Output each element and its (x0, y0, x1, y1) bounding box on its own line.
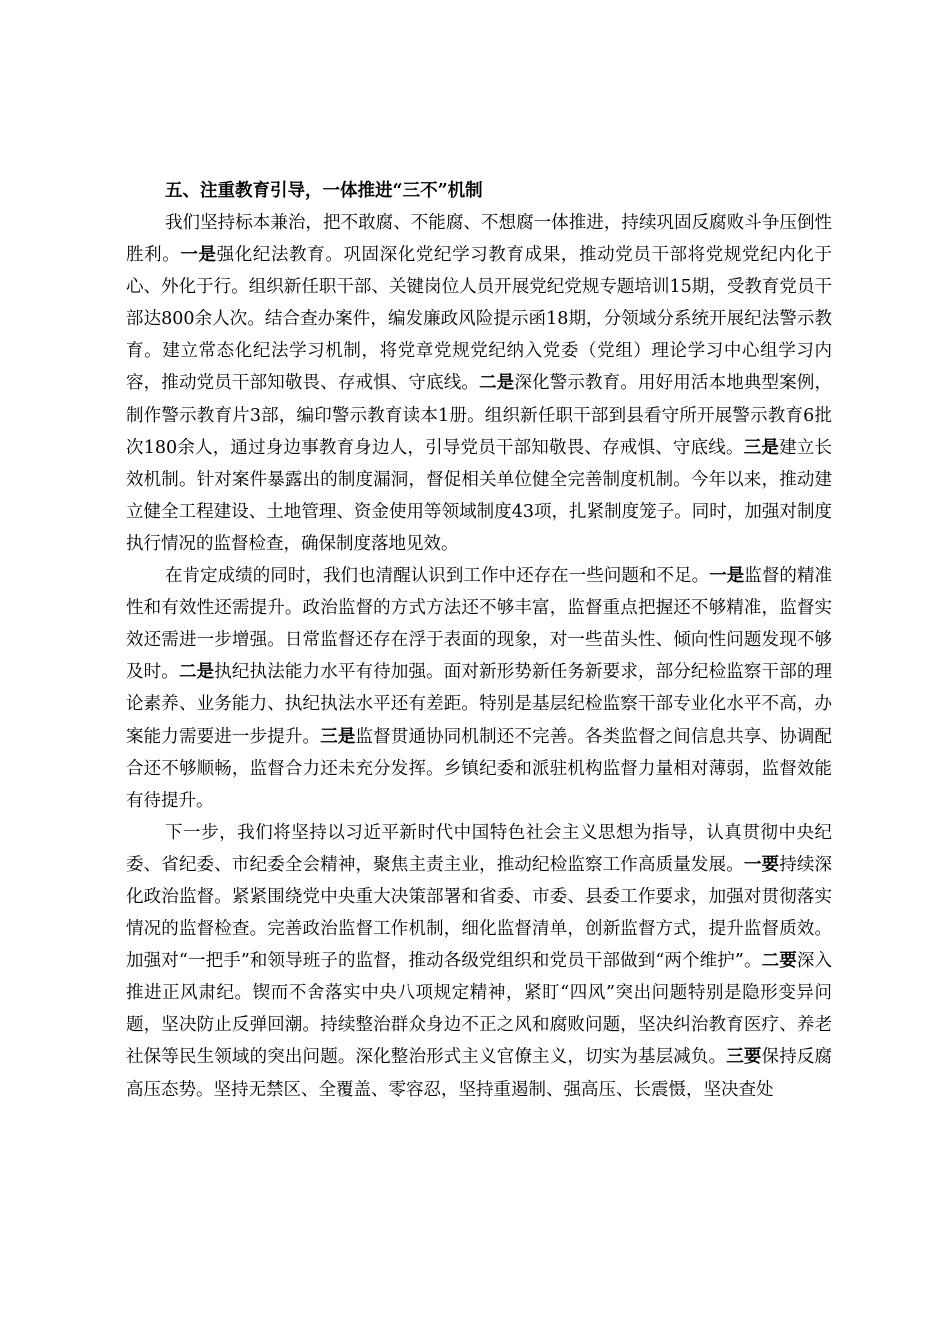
section-heading: 五、注重教育引导，一体推进“三不”机制 (165, 181, 483, 201)
bold-lead-phrase: 一是 (180, 245, 217, 266)
paragraph-text-run: 下一步，我们将坚持以习近平新时代中国特色社会主义思想为指导，认真贯彻中央纪委、省纪委、市纪委全会精神，聚焦主责主业，推动纪检监察工作高质量发展。 (126, 822, 832, 875)
bold-lead-phrase: 三是 (743, 437, 780, 458)
paragraph-text-run: 在肯定成绩的同时，我们也清醒认识到工作中还存在一些问题和不足。 (165, 566, 710, 587)
bold-lead-phrase: 一是 (709, 566, 745, 587)
bold-lead-phrase: 一要 (743, 854, 780, 875)
bold-lead-phrase: 二要 (761, 951, 797, 972)
paragraph-text-run: 深化警示教育。用好用活本地典型案例，制作警示教育片3部，编印警示教育读本1册。组织新任职干部到县看守所开展警示教育6批次180余人，通过身边事教育身边人，引导党员干部知敬畏、存戒惧、守底线。 (126, 373, 833, 458)
paragraph-text-run: 深入推进正风肃纪。锲而不舍落实中央八项规定精神，紧盯“四风”突出问题特别是隐形变异问题，坚决防止反弹回潮。持续整治群众身边不正之风和腐败问题，坚决纠治教育医疗、养老社保等民生领域的突出问题。深化整治形式主义官僚主义，切实为基层减负。 (126, 951, 833, 1068)
bold-lead-phrase: 三要 (726, 1047, 762, 1068)
bold-lead-phrase: 三是 (320, 726, 356, 747)
paragraph-text-run: 执纪执法能力水平有待加强。面对新形势新任务新要求，部分纪检监察干部的理论素养、业务能力、执纪执法水平还有差距。特别是基层纪检监察干部专业化水平不高，办案能力需要进一步提升。 (126, 662, 833, 747)
bold-lead-phrase: 二是 (479, 373, 515, 394)
document-body (126, 175, 832, 1106)
paragraph-next-steps (126, 817, 832, 1106)
bold-lead-phrase: 二是 (178, 662, 215, 683)
paragraph-text-run: 持续深化政治监督。紧紧围绕党中央重大决策部署和省委、市委、县委工作要求，加强对贯彻落实情况的监督检查。完善政治监督工作机制，细化监督清单，创新监督方式，提升监督质效。加强对“一把手”和领导班子的监督，推动各级党组织和党员干部做到“两个维护”。 (126, 854, 833, 972)
paragraph-text-run: 监督贯通协同机制还不完善。各类监督之间信息共享、协调配合还不够顺畅，监督合力还未充分发挥。乡镇纪委和派驻机构监督力量相对薄弱，监督效能有待提升。 (126, 726, 833, 811)
paragraph-education (126, 207, 832, 560)
paragraph-text-run: 我们坚持标本兼治，把不敢腐、不能腐、不想腐一体推进，持续巩固反腐败斗争压倒性胜利。 (126, 213, 832, 266)
paragraph-text-run: 强化纪法教育。巩固深化党纪学习教育成果，推动党员干部将党规党纪内化于心、外化于行。组织新任职干部、关键岗位人员开展党纪党规专题培训15期，受教育党员干部达800余人次。结合查办案件，编发廉政风险提示函18期，分领域分系统开展纪法警示教育。建立常态化纪法学习机制，将党章党规党纪纳入党委（党组）理论学习中心组学习内容，推动党员干部知敬畏、存戒惧、守底线。 (126, 245, 833, 394)
paragraph-shortcomings (126, 560, 832, 817)
paragraph-text-run: 保持反腐高压态势。坚持无禁区、全覆盖、零容忍，坚持重遏制、强高压、长震慑，坚决查处 (126, 1047, 833, 1100)
paragraph-text-run: 监督的精准性和有效性还需提升。政治监督的方式方法还不够丰富，监督重点把握还不够精准，监督实效还需进一步增强。日常监督还存在浮于表面的现象，对一些苗头性、倾向性问题发现不够及时。 (126, 566, 833, 683)
paragraph-text-run: 建立长效机制。针对案件暴露出的制度漏洞，督促相关单位健全完善制度机制。今年以来，推动建立健全工程建设、土地管理、资金使用等领域制度43项，扎紧制度笼子。同时，加强对制度执行情况的监督检查，确保制度落地见效。 (126, 437, 833, 554)
